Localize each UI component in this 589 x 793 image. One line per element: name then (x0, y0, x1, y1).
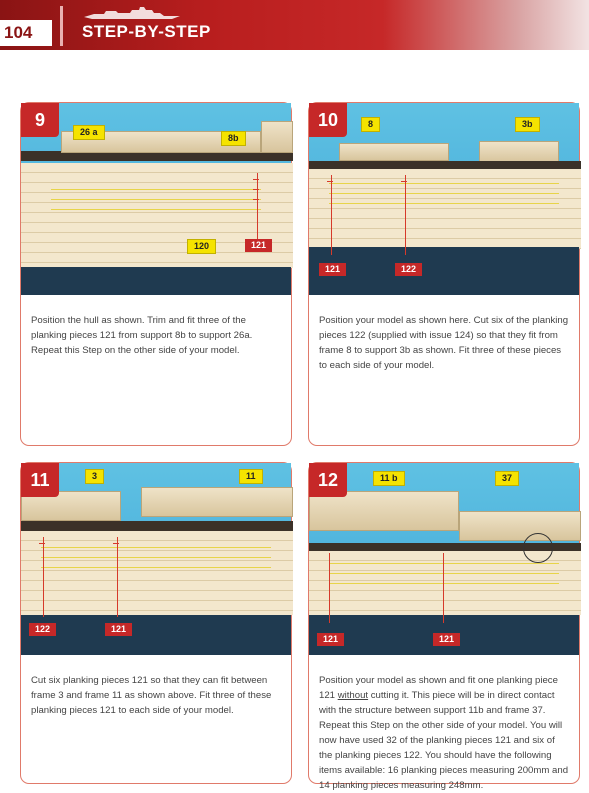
part-label: 8 (361, 117, 380, 132)
part-label: 26 a (73, 125, 105, 140)
part-label: 121 (319, 263, 346, 276)
part-label: 122 (395, 263, 422, 276)
part-label: 121 (105, 623, 132, 636)
step-instructions: Cut six planking pieces 121 so that they can fit between frame 3 and frame 11 as shown above. Fit three of these planking pieces 121 to each side of your model. (31, 675, 272, 716)
step-instructions: Position the hull as shown. Trim and fit three of the planking pieces 121 from support 8b to support 26a. Repeat this Step on the other side of your model. (31, 315, 253, 356)
highlight-circle (523, 533, 553, 563)
step-text-part: Position your model as shown and fit one planking piece 121 (319, 675, 558, 701)
part-label: 11 b (373, 471, 405, 486)
step-card-11 (20, 462, 292, 784)
step-number: 12 (309, 463, 347, 497)
step-photo (309, 463, 579, 655)
page-number: 104 (0, 20, 52, 46)
step-number: 11 (21, 463, 59, 497)
part-label: 3b (515, 117, 540, 132)
step-photo (309, 103, 579, 295)
part-label: 121 (245, 239, 272, 252)
part-label: 120 (187, 239, 216, 254)
header-divider (60, 6, 63, 46)
step-instructions: Position your model as shown here. Cut six of the planking pieces 122 (supplied with issue 124) so that they fit from frame 8 to support 3b as shown. Fit three of these pieces to each side of your model. (319, 315, 569, 371)
step-card-10 (308, 102, 580, 446)
page-header (0, 0, 589, 50)
step-card-9 (20, 102, 292, 446)
step-number: 10 (309, 103, 347, 137)
step-instructions (319, 673, 569, 793)
step-photo (21, 103, 291, 295)
part-label: 37 (495, 471, 519, 486)
step-photo (21, 463, 291, 655)
step-text-part: cutting it. This piece will be in direct contact with the structure between support 11b and frame 37. Repeat this Step on the other side of your model. You will now have used 32 of the planking pieces 121 and six of the planking pieces 122. You should have the following items available: 16 planking pieces measuring 200mm and 14 planking pieces measuring 248mm. (319, 690, 569, 791)
part-label: 11 (239, 469, 263, 484)
part-label: 121 (317, 633, 344, 646)
part-label: 121 (433, 633, 460, 646)
battleship-icon (84, 6, 180, 20)
part-label: 3 (85, 469, 104, 484)
step-card-12 (308, 462, 580, 791)
step-text-emphasis: without (337, 690, 369, 701)
part-label: 122 (29, 623, 56, 636)
part-label: 8b (221, 131, 246, 146)
step-number: 9 (21, 103, 59, 137)
section-title: STEP-BY-STEP (82, 22, 211, 41)
